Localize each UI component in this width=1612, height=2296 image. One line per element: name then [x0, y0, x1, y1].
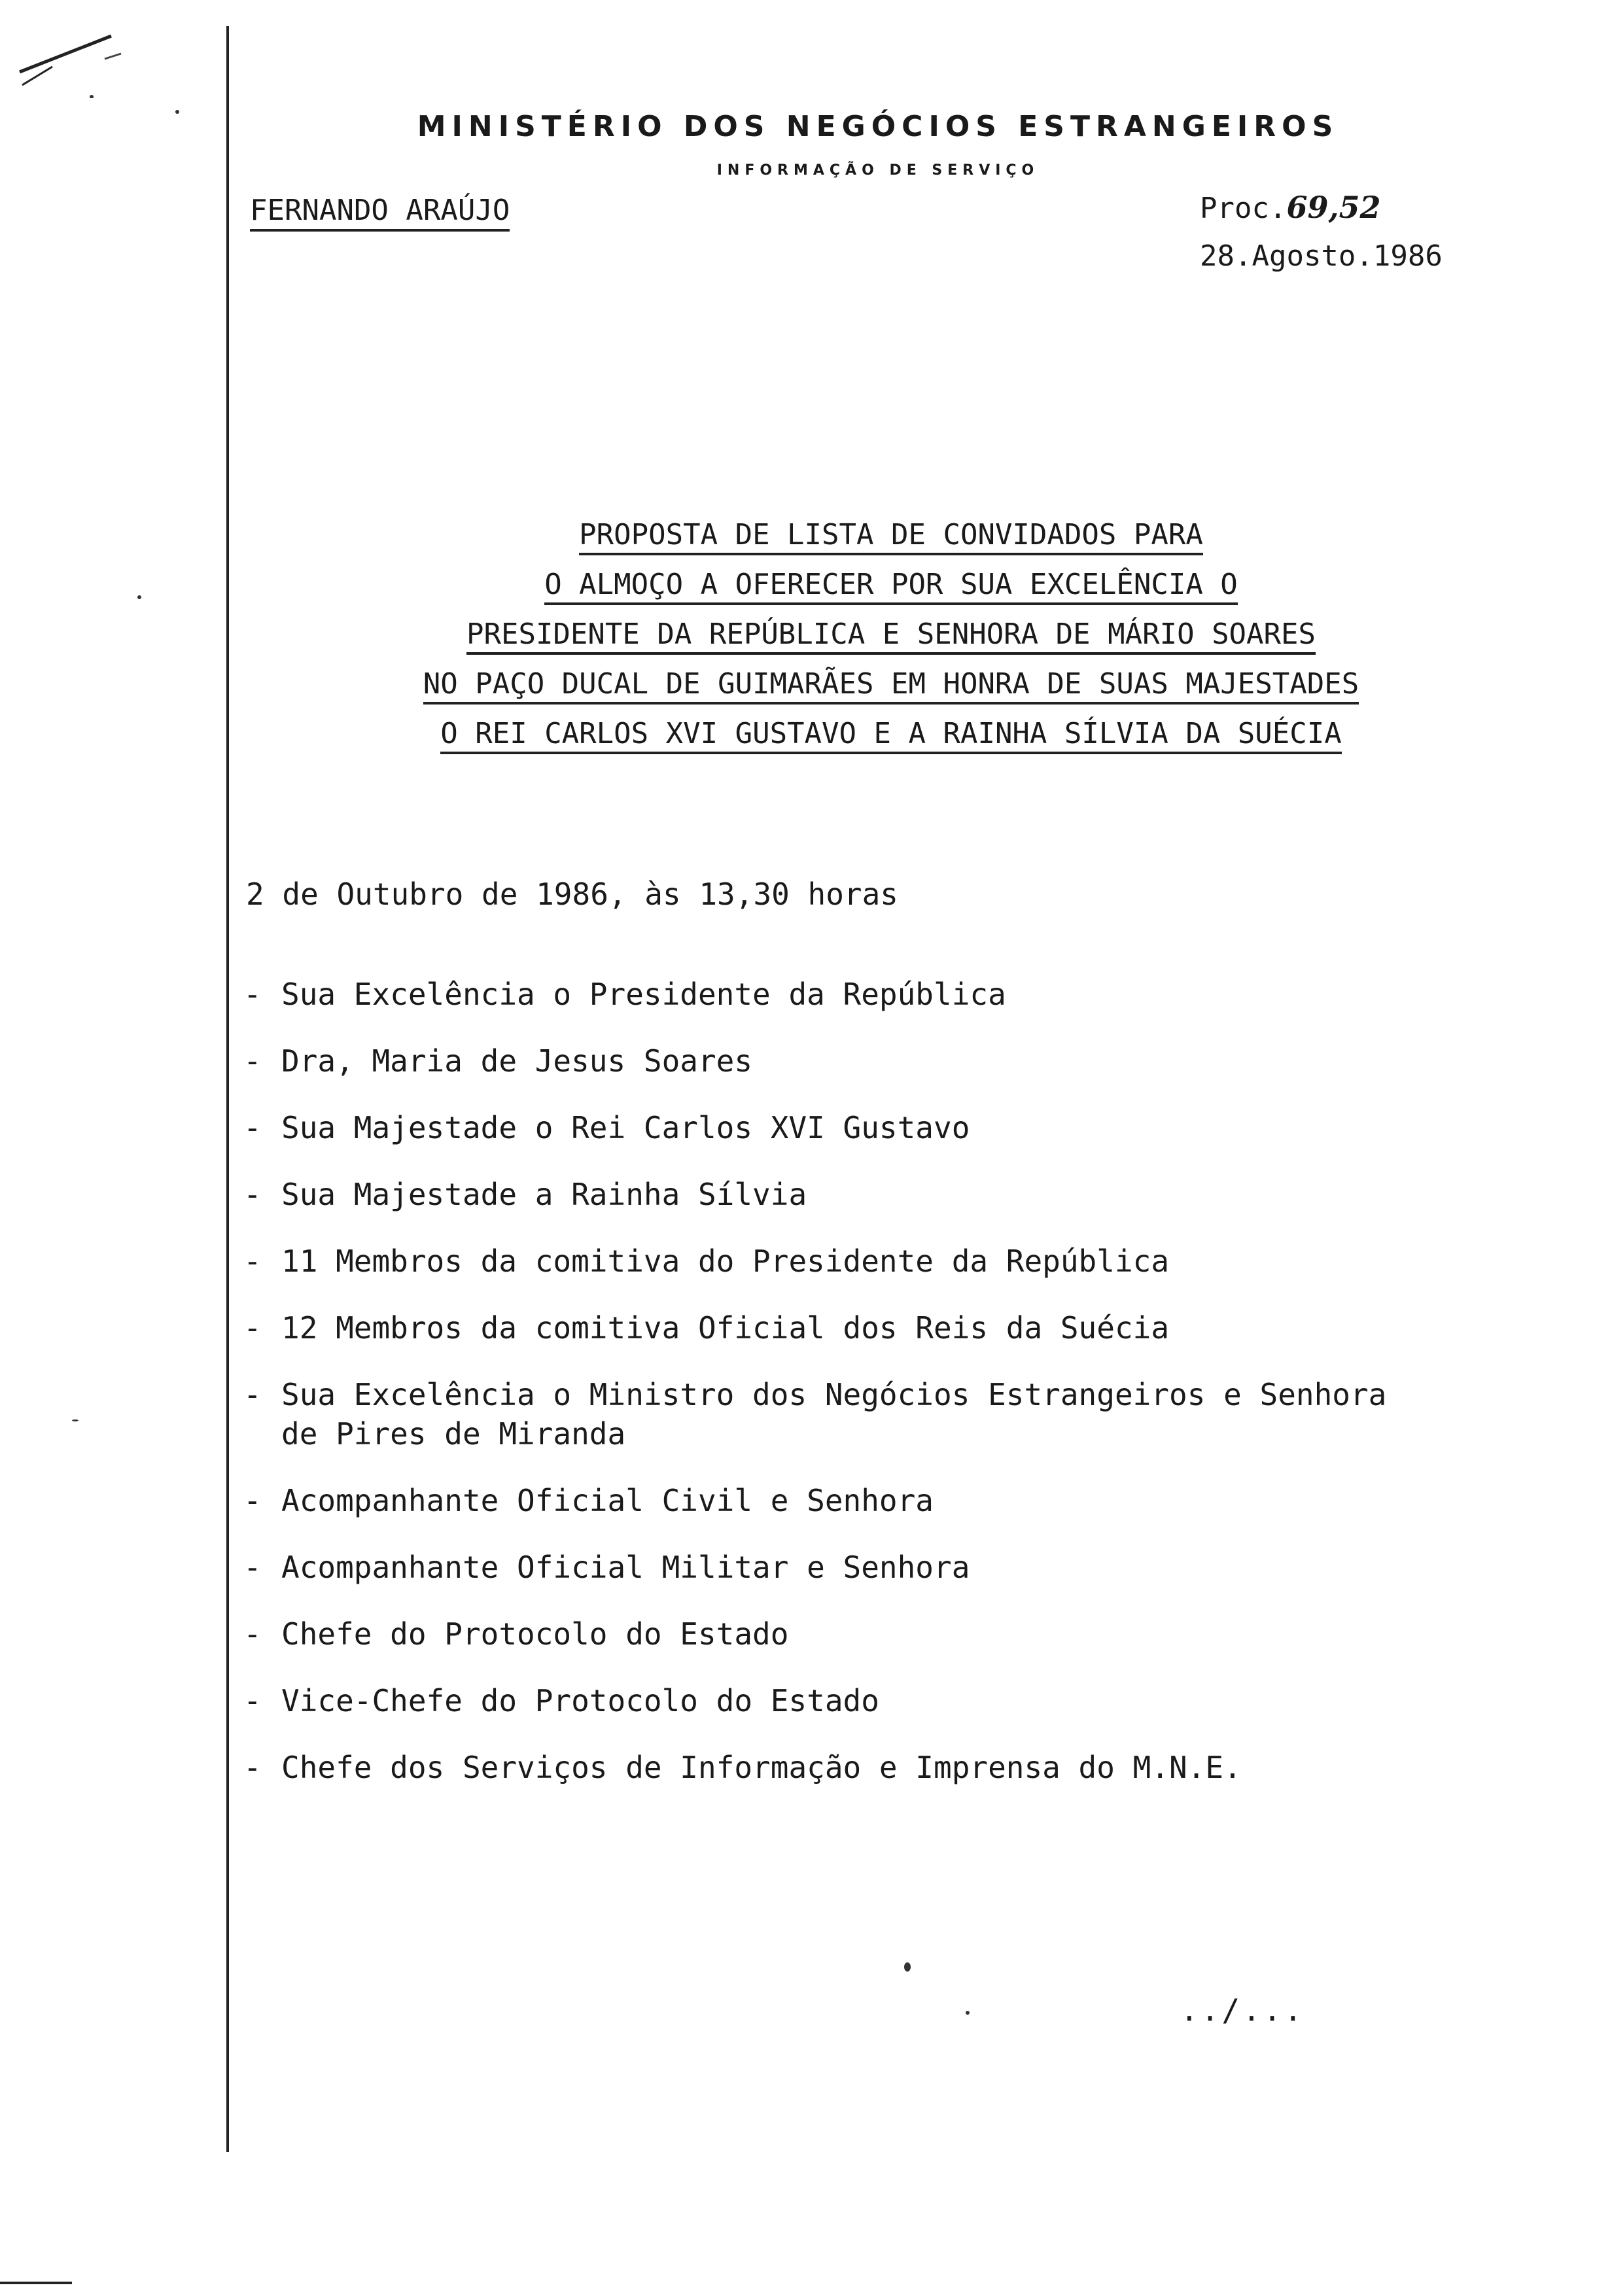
- author-name: FERNANDO ARAÚJO: [250, 194, 510, 232]
- list-item: - 11 Membros da comitiva do Presidente da República: [243, 1244, 1170, 1279]
- list-item: - Sua Excelência o Presidente da República: [243, 977, 1006, 1012]
- list-item: - Dra, Maria de Jesus Soares: [243, 1043, 753, 1079]
- process-label: Proc.: [1200, 192, 1287, 225]
- list-item: - Sua Majestade o Rei Carlos XVI Gustavo: [243, 1110, 970, 1145]
- event-date: 2 de Outubro de 1986, às 13,30 horas: [246, 877, 898, 912]
- title-line: PROPOSTA DE LISTA DE CONVIDADOS PARA: [170, 510, 1612, 560]
- margin-line: [226, 26, 229, 2152]
- guest-list: [243, 975, 1393, 1815]
- document-date: 28.Agosto.1986: [1200, 239, 1443, 273]
- title-line: O ALMOÇO A OFERECER POR SUA EXCELÊNCIA O: [170, 560, 1612, 610]
- pen-mark-icon: [13, 26, 131, 98]
- title-line: PRESIDENTE DA REPÚBLICA E SENHORA DE MÁRIO SOARES: [170, 610, 1612, 659]
- list-item: - Vice-Chefe do Protocolo do Estado: [243, 1683, 879, 1718]
- list-item: - Sua Majestade a Rainha Sílvia: [243, 1177, 807, 1212]
- speck: [966, 2011, 970, 2015]
- document-title: [0, 510, 1612, 759]
- continuation-mark: ../...: [1180, 1992, 1305, 2028]
- list-item: - 12 Membros da comitiva Oficial dos Reis da Suécia: [243, 1310, 1170, 1346]
- title-line: O REI CARLOS XVI GUSTAVO E A RAINHA SÍLVIA DA SUÉCIA: [170, 709, 1612, 759]
- list-item: - Sua Excelência o Ministro dos Negócios Estrangeiros e Senhora de Pires de Miranda: [243, 1377, 1387, 1452]
- list-item: - Acompanhante Oficial Civil e Senhora: [243, 1483, 934, 1518]
- list-item: - Chefe dos Serviços de Informação e Imprensa do M.N.E.: [243, 1750, 1242, 1785]
- list-item: - Acompanhante Oficial Militar e Senhora: [243, 1550, 970, 1585]
- process-reference: [1200, 190, 1381, 225]
- edge-mark: [0, 2282, 72, 2284]
- service-subheading: INFORMAÇÃO DE SERVIÇO: [716, 162, 1040, 179]
- list-item: - Chefe do Protocolo do Estado: [243, 1616, 789, 1652]
- speck: [904, 1962, 911, 1972]
- process-number: 69,52: [1286, 190, 1381, 225]
- speck: [72, 1419, 79, 1421]
- ministry-heading: MINISTÉRIO DOS NEGÓCIOS ESTRANGEIROS: [417, 110, 1339, 143]
- title-line: NO PAÇO DUCAL DE GUIMARÃES EM HONRA DE SUAS MAJESTADES: [170, 659, 1612, 709]
